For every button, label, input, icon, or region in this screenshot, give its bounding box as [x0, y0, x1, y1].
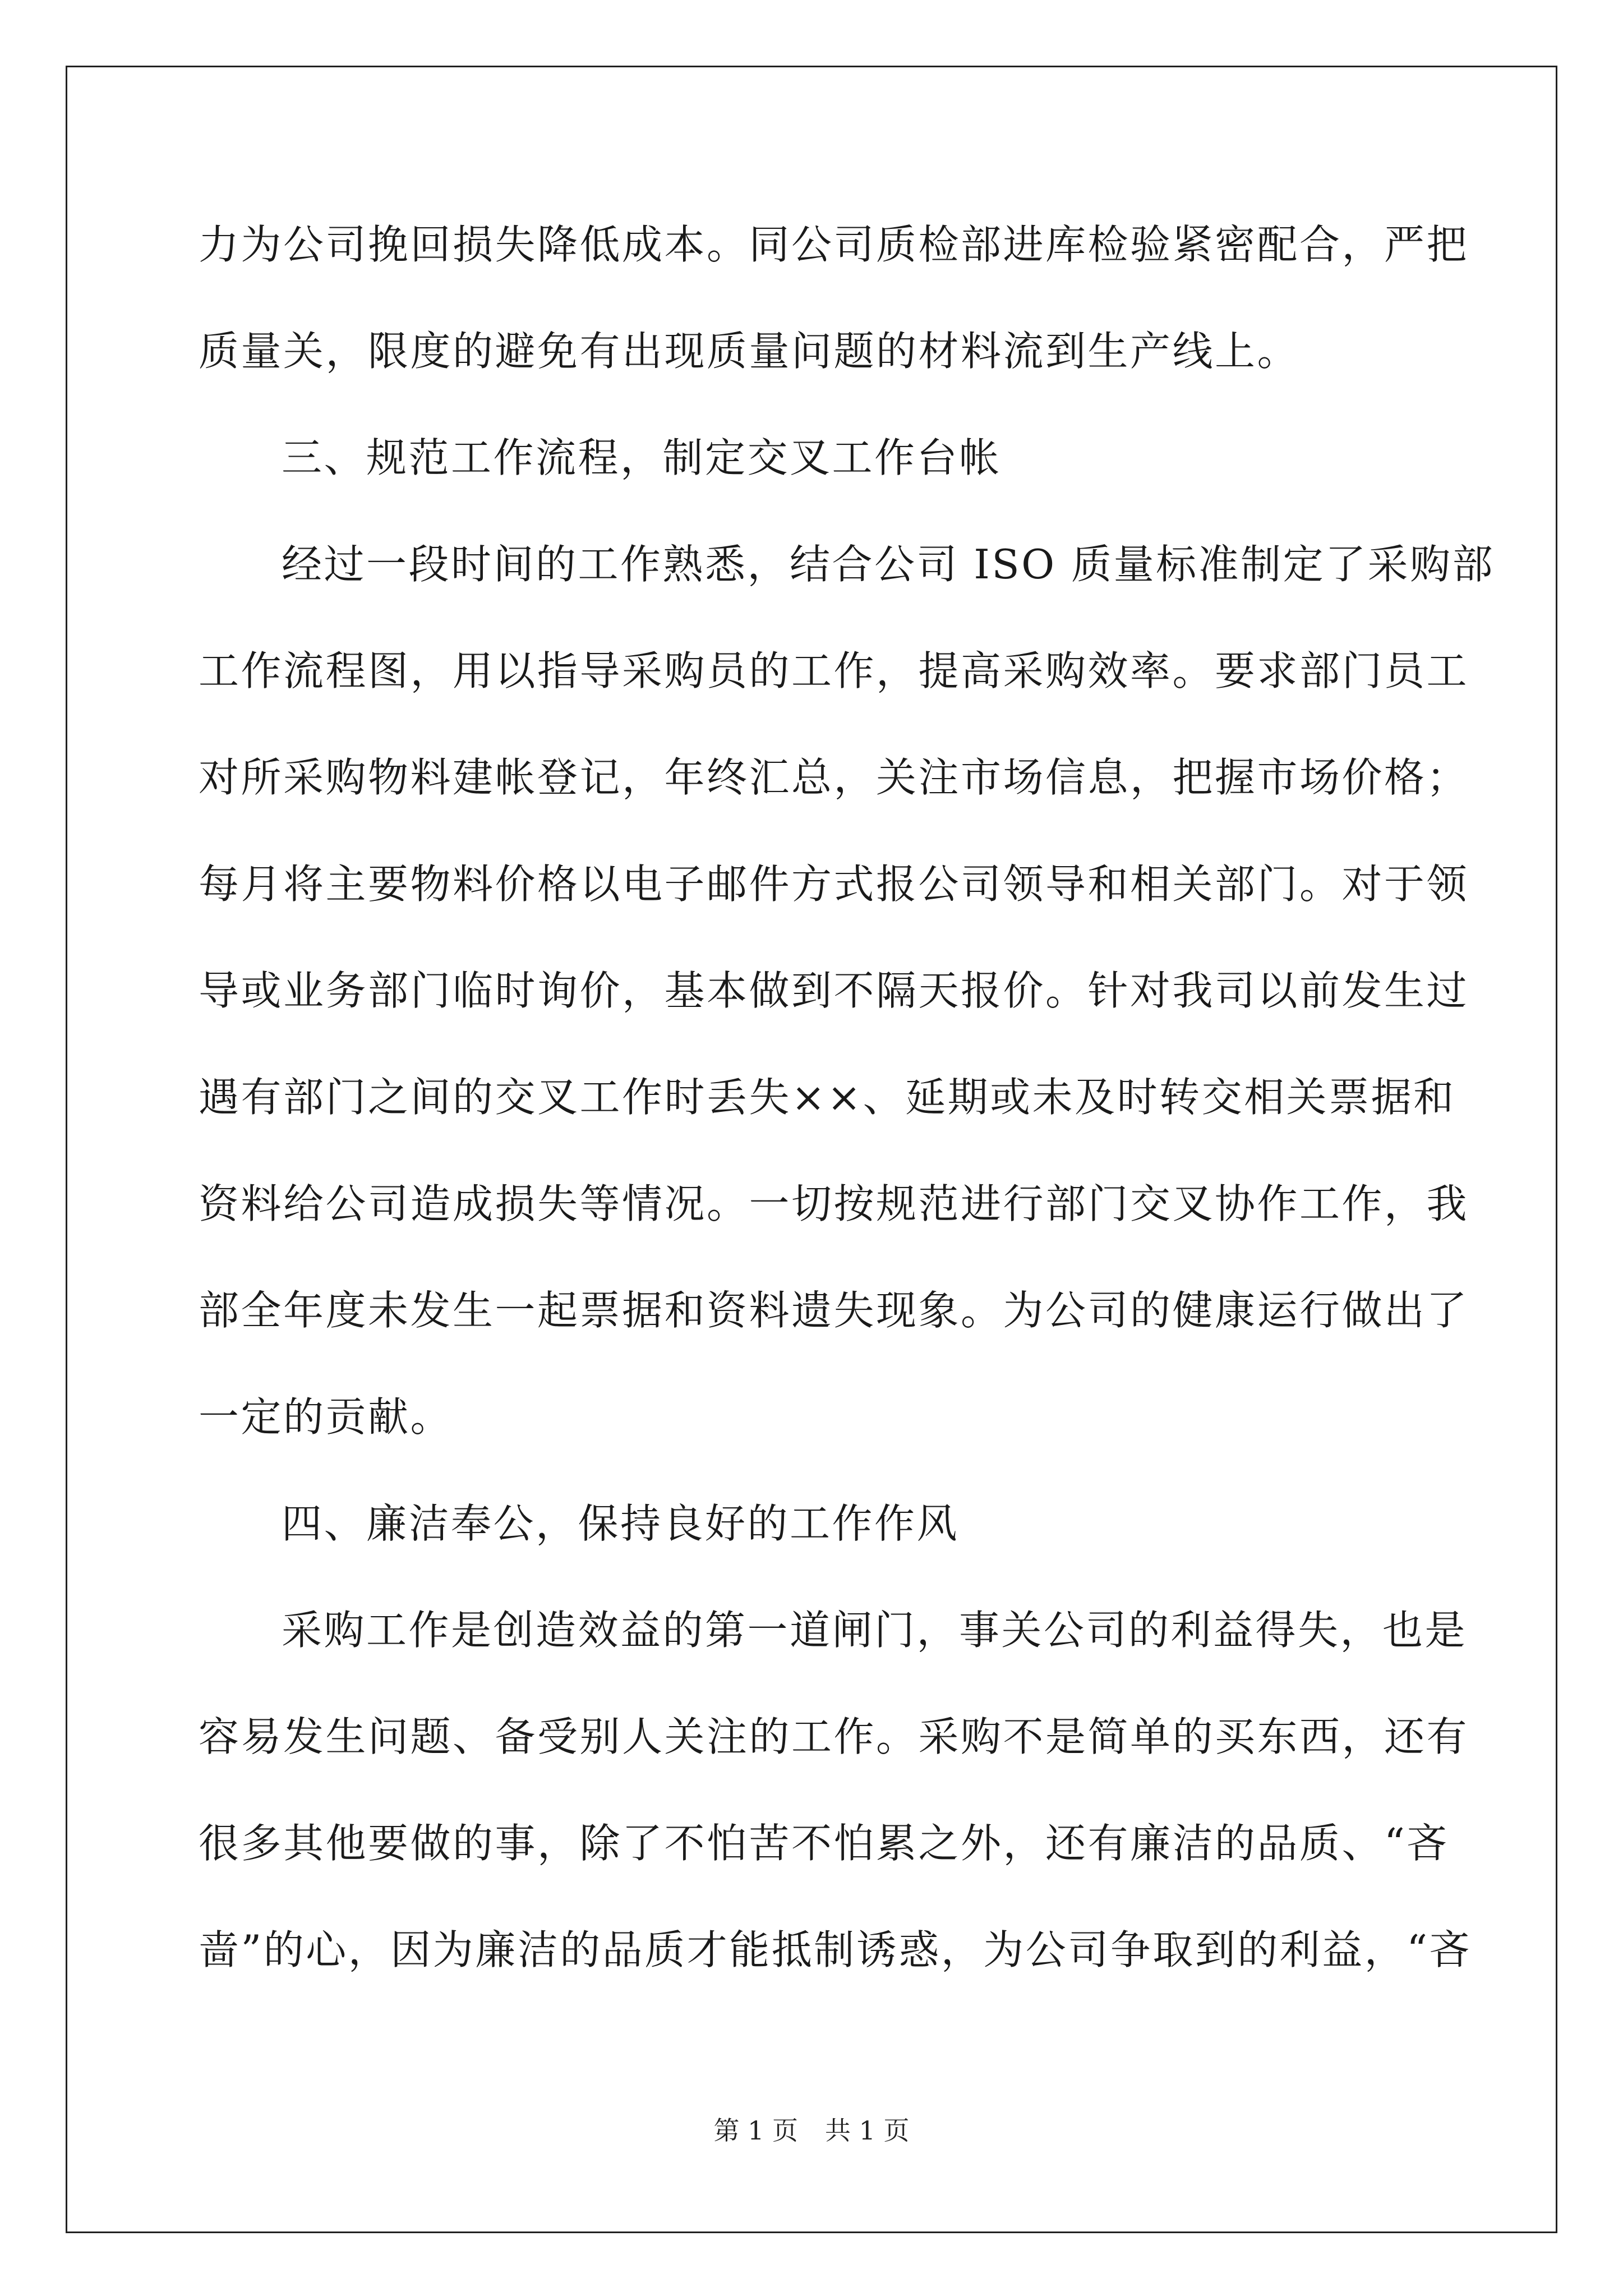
body-line: 资料给公司造成损失等情况。一切按规范进行部门交叉协作工作，我 — [199, 1180, 1469, 1227]
page-total: 共 1 页 — [825, 2115, 910, 2146]
body-line: 遇有部门之间的交叉工作时丢失××、延期或未及时转交相关票据和 — [199, 1074, 1456, 1121]
body-line: 部全年度未发生一起票据和资料遗失现象。为公司的健康运行做出了 — [199, 1287, 1469, 1334]
section-heading: 四、廉洁奉公，保持良好的工作作风 — [282, 1500, 960, 1547]
body-line: 质量关，限度的避免有出现质量问题的材料流到生产线上。 — [199, 328, 1300, 375]
document-body — [199, 218, 1495, 2030]
paragraph-start-line: 采购工作是创造效益的第一道闸门，事关公司的利益得失，也是 — [282, 1607, 1468, 1654]
page-footer — [0, 2114, 1623, 2147]
body-line: 很多其他要做的事，除了不怕苦不怕累之外，还有廉洁的品质、“吝 — [199, 1820, 1449, 1867]
body-line: 力为公司挽回损失降低成本。同公司质检部进库检验紧密配合，严把 — [199, 221, 1469, 268]
body-line: 容易发生问题、备受别人关注的工作。采购不是简单的买东西，还有 — [199, 1713, 1469, 1760]
body-line: 每月将主要物料价格以电子邮件方式报公司领导和相关部门。对于领 — [199, 861, 1469, 908]
body-line: 对所采购物料建帐登记，年终汇总，关注市场信息，把握市场价格； — [199, 754, 1469, 801]
section-heading: 三、规范工作流程，制定交叉工作台帐 — [282, 434, 1002, 481]
body-line: 工作流程图，用以指导采购员的工作，提高采购效率。要求部门员工 — [199, 647, 1469, 694]
page-number: 第 1 页 — [713, 2115, 798, 2146]
body-line: 啬”的心，因为廉洁的品质才能抵制诱惑，为公司争取到的利益，“吝 — [199, 1926, 1472, 1973]
body-line: 导或业务部门临时询价，基本做到不隔天报价。针对我司以前发生过 — [199, 967, 1469, 1014]
body-line: 一定的贡献。 — [199, 1393, 453, 1441]
paragraph-start-line: 经过一段时间的工作熟悉，结合公司 ISO 质量标准制定了采购部 — [282, 541, 1495, 588]
